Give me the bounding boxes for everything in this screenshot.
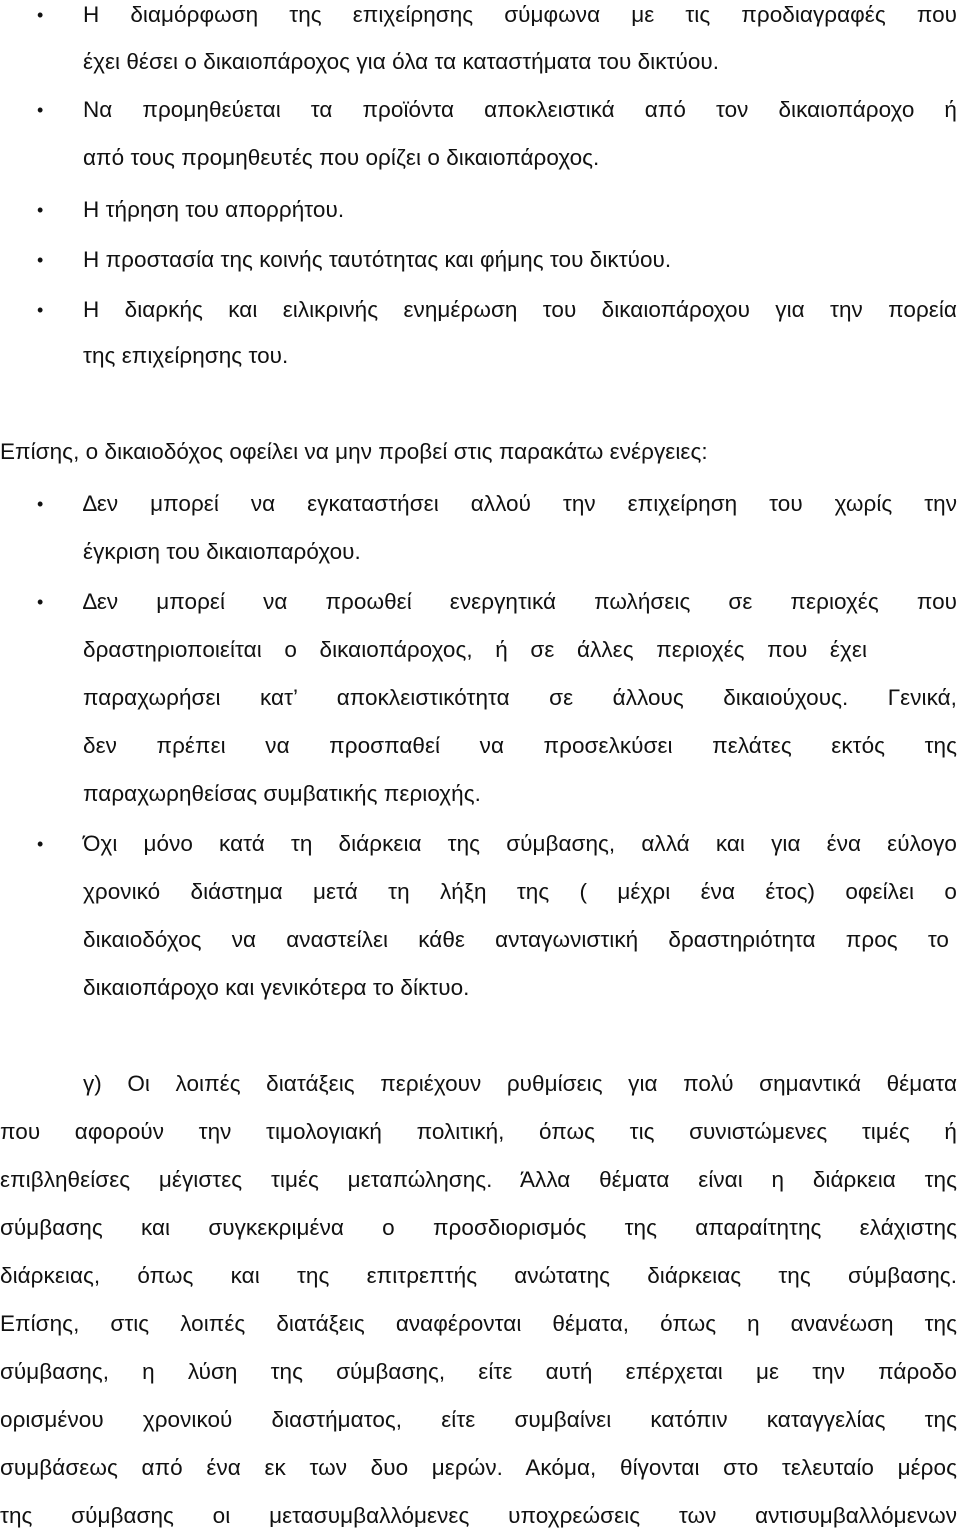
list-a-line: Η διαρκής και ειλικρινής ενημέρωση του δικαιοπάροχου για την πορεία <box>83 297 957 322</box>
paragraph-c-line: σύμβασης και συγκεκριμένα ο προσδιορισμός της απαραίτητης ελάχιστης <box>0 1215 957 1240</box>
paragraph-c-line: που αφορούν την τιμολογιακή πολιτική, όπως τις συνιστώμενες τιμές ή <box>0 1119 957 1144</box>
list-b-line: έγκριση του δικαιοπαρόχου. <box>83 539 361 564</box>
list-a-line: Η προστασία της κοινής ταυτότητας και φήμης του δικτύου. <box>83 247 672 272</box>
paragraph-c-line: της σύμβασης οι μετασυμβαλλόμενες υποχρεώσεις των αντισυμβαλλόμενων <box>0 1503 957 1528</box>
list-b-line: δραστηριοποιείται ο δικαιοπάροχος, ή σε άλλες περιοχές που έχει <box>83 637 867 662</box>
list-b-line: παραχωρήσει κατ’ αποκλειστικότητα σε άλλους δικαιούχους. Γενικά, <box>83 685 957 710</box>
paragraph-c-line: επιβληθείσες μέγιστες τιμές μεταπώλησης. Άλλα θέματα είναι η διάρκεια της <box>0 1167 957 1192</box>
list-b-line: παραχωρηθείσας συμβατικής περιοχής. <box>83 781 481 806</box>
list-b-line: Όχι μόνο κατά τη διάρκεια της σύμβασης, αλλά και για ένα εύλογο <box>83 831 957 856</box>
list-b-line: δικαιοπάροχο και γενικότερα το δίκτυο. <box>83 975 470 1000</box>
bullet-icon: • <box>37 592 44 612</box>
list-b-line: δεν πρέπει να προσπαθεί να προσελκύσει πελάτες εκτός της <box>83 733 957 758</box>
bullet-icon: • <box>37 834 44 854</box>
bullet-icon: • <box>37 100 44 120</box>
list-a-line: Η τήρηση του απορρήτου. <box>83 197 345 222</box>
list-a-line: από τους προμηθευτές που ορίζει ο δικαιοπάροχος. <box>83 145 600 170</box>
list-a-line: της επιχείρησης του. <box>83 343 289 368</box>
list-b-line: χρονικό διάστημα μετά τη λήξη της ( μέχρι ένα έτος) οφείλει ο <box>83 879 957 904</box>
paragraph-c-line: διάρκειας, όπως και της επιτρεπτής ανώτατης διάρκειας της σύμβασης. <box>0 1263 957 1288</box>
paragraph-c-line: σύμβασης, η λύση της σύμβασης, είτε αυτή επέρχεται με την πάροδο <box>0 1359 957 1384</box>
paragraph-c-line: Επίσης, στις λοιπές διατάξεις αναφέρονται θέματα, όπως η ανανέωση της <box>0 1311 957 1336</box>
list-a-line: έχει θέσει ο δικαιοπάροχος για όλα τα καταστήματα του δικτύου. <box>83 49 720 74</box>
bullet-icon: • <box>37 200 44 220</box>
list-b-line: ∆εν μπορεί να προωθεί ενεργητικά πωλήσεις σε περιοχές που <box>83 589 957 614</box>
list-a-line: Η διαμόρφωση της επιχείρησης σύμφωνα με τις προδιαγραφές που <box>83 2 957 27</box>
list-b-line: δικαιοδόχος να αναστείλει κάθε ανταγωνιστική δραστηριότητα προς το <box>83 927 949 952</box>
bullet-icon: • <box>37 494 44 514</box>
intro-paragraph: Επίσης, ο δικαιοδόχος οφείλει να μην προβεί στις παρακάτω ενέργειες: <box>0 439 708 464</box>
list-a-line: Να προμηθεύεται τα προϊόντα αποκλειστικά από τον δικαιοπάροχο ή <box>83 97 957 122</box>
list-b-line: ∆εν μπορεί να εγκαταστήσει αλλού την επιχείρηση του χωρίς την <box>83 491 957 516</box>
bullet-icon: • <box>37 5 44 25</box>
bullet-icon: • <box>37 300 44 320</box>
paragraph-c-line: γ) Οι λοιπές διατάξεις περιέχουν ρυθμίσεις για πολύ σημαντικά θέματα <box>83 1071 957 1096</box>
bullet-icon: • <box>37 250 44 270</box>
paragraph-c-line: συμβάσεως από ένα εκ των δυο μερών. Ακόμα, θίγονται στο τελευταίο μέρος <box>0 1455 957 1480</box>
paragraph-c-line: ορισμένου χρονικού διαστήματος, είτε συμβαίνει κατόπιν καταγγελίας της <box>0 1407 957 1432</box>
